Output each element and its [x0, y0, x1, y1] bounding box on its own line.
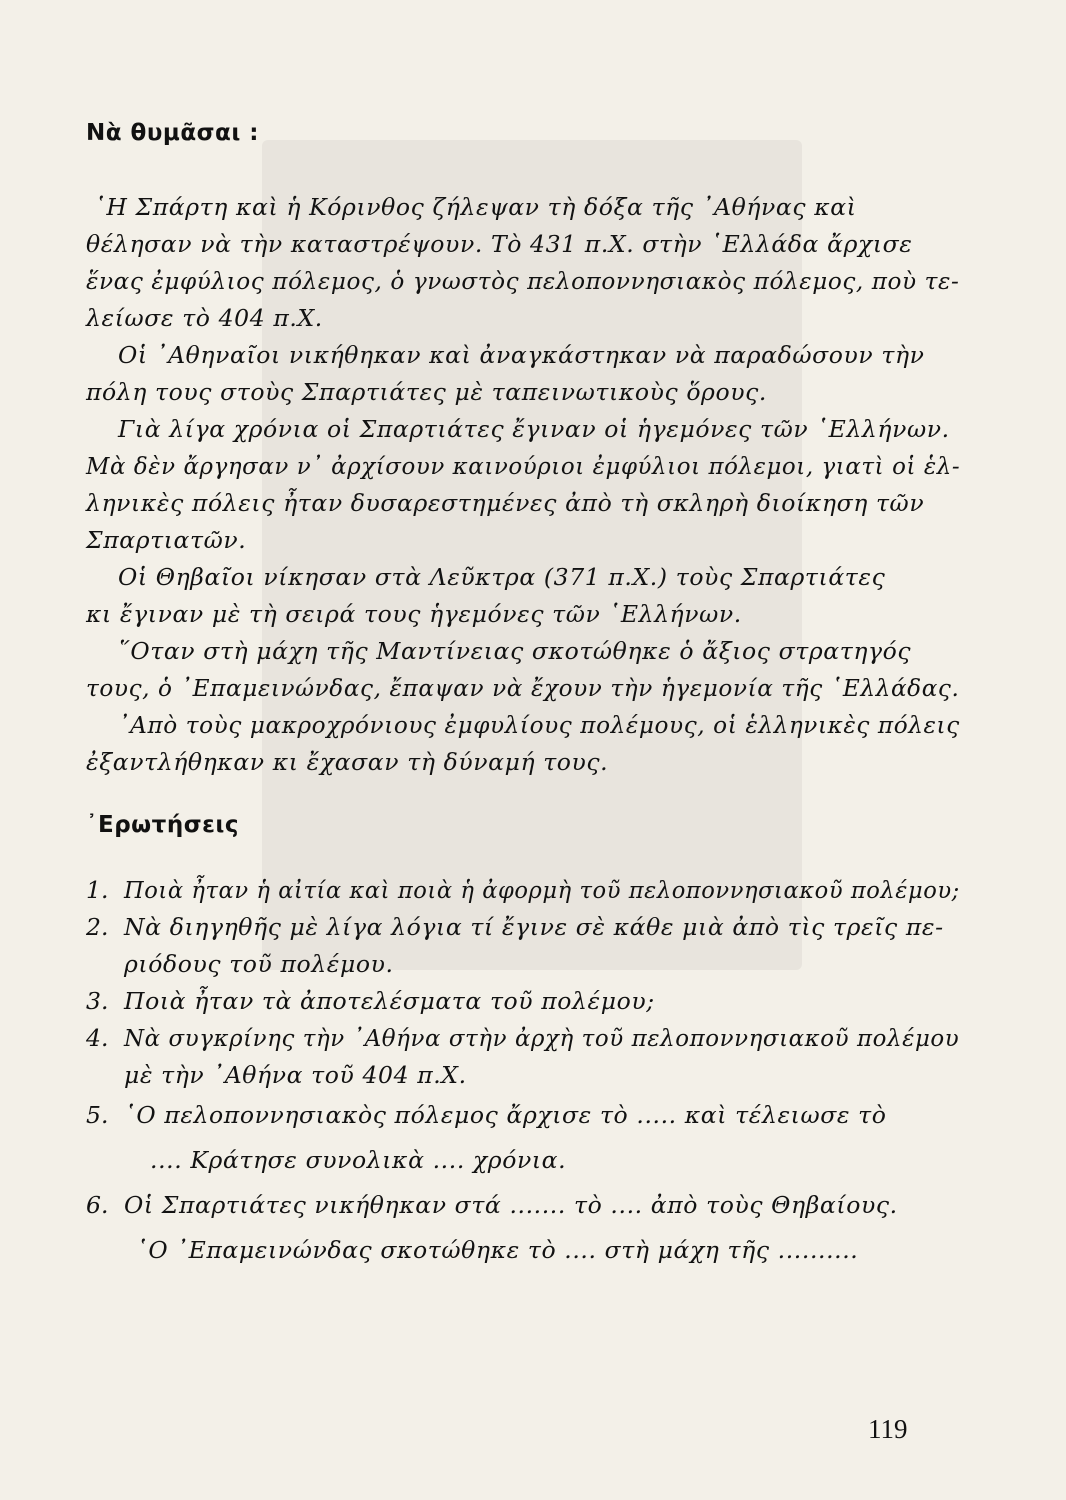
question-line: Οἱ Σπαρτιάτες νικήθηκαν στά ....... τὸ .... ἀπὸ τοὺς Θηβαίους. — [124, 1191, 898, 1219]
question-line: ριόδους τοῦ πολέμου. — [124, 950, 394, 978]
body-line: ᾿Απὸ τοὺς μακροχρόνιους ἐμφυλίους πολέμους, οἱ ἑλληνικὲς πόλεις — [118, 711, 960, 739]
question-line: Ποιὰ ἦταν τὰ ἀποτελέσματα τοῦ πολέμου; — [124, 987, 655, 1015]
body-line: ἕνας ἐμφύλιος πόλεμος, ὁ γνωστὸς πελοποννησιακὸς πόλεμος, ποὺ τε- — [86, 267, 960, 295]
body-line: Οἱ Θηβαῖοι νίκησαν στὰ Λεῦκτρα (371 π.Χ.) τοὺς Σπαρτιάτες — [118, 563, 886, 591]
question-line: ῾Ο πελοποννησιακὸς πόλεμος ἄρχισε τὸ ..... καὶ τέλειωσε τὸ — [124, 1101, 887, 1129]
question-number: 5. — [86, 1101, 109, 1129]
body-line: ῾Η Σπάρτη καὶ ἡ Κόρινθος ζήλεψαν τὴ δόξα τῆς ᾿Αθήνας καὶ — [94, 193, 857, 221]
body-line: Σπαρτιατῶν. — [86, 526, 247, 554]
body-line: πόλη τους στοὺς Σπαρτιάτες μὲ ταπεινωτικοὺς ὅρους. — [86, 378, 767, 406]
question-line: ῾Ο ᾿Επαμεινώνδας σκοτώθηκε τὸ .... στὴ μάχη τῆς .......... — [136, 1236, 859, 1264]
question-line: Νὰ συγκρίνης τὴν ᾿Αθήνα στὴν ἀρχὴ τοῦ πελοποννησιακοῦ πολέμου — [124, 1024, 960, 1052]
question-number: 3. — [86, 987, 109, 1015]
reverse-side-show-through — [262, 140, 802, 970]
body-line: ῞Οταν στὴ μάχη τῆς Μαντίνειας σκοτώθηκε ὁ ἄξιος στρατηγός — [118, 637, 912, 665]
question-line: Ποιὰ ἦταν ἡ αἰτία καὶ ποιὰ ἡ ἀφορμὴ τοῦ πελοποννησιακοῦ πολέμου; — [124, 876, 960, 904]
question-number: 4. — [86, 1024, 109, 1052]
section-heading-questions: ᾿Ερωτήσεις — [86, 812, 240, 838]
body-line: τους, ὁ ᾿Επαμεινώνδας, ἔπαψαν νὰ ἔχουν τὴν ἡγεμονία τῆς ῾Ελλάδας. — [86, 674, 960, 702]
body-line: κι ἔγιναν μὲ τὴ σειρά τους ἡγεμόνες τῶν ῾Ελλήνων. — [86, 600, 742, 628]
body-line: θέλησαν νὰ τὴν καταστρέψουν. Τὸ 431 π.Χ. στὴν ῾Ελλάδα ἄρχισε — [86, 230, 913, 258]
page-number: 119 — [868, 1414, 908, 1444]
question-line: Νὰ διηγηθῆς μὲ λίγα λόγια τί ἔγινε σὲ κάθε μιὰ ἀπὸ τὶς τρεῖς πε- — [124, 913, 944, 941]
section-heading-remember: Νὰ θυμᾶσαι : — [86, 120, 259, 146]
body-line: λείωσε τὸ 404 π.Χ. — [86, 304, 323, 332]
question-number: 1. — [86, 876, 109, 904]
question-number: 6. — [86, 1191, 109, 1219]
question-line: μὲ τὴν ᾿Αθήνα τοῦ 404 π.Χ. — [124, 1061, 467, 1089]
body-line: Οἱ ᾿Αθηναῖοι νικήθηκαν καὶ ἀναγκάστηκαν νὰ παραδώσουν τὴν — [118, 341, 925, 369]
body-line: Γιὰ λίγα χρόνια οἱ Σπαρτιάτες ἔγιναν οἱ ἡγεμόνες τῶν ῾Ελλήνων. — [118, 415, 950, 443]
question-line: .... Κράτησε συνολικὰ .... χρόνια. — [150, 1146, 567, 1174]
question-number: 2. — [86, 913, 109, 941]
body-line: ἐξαντλήθηκαν κι ἔχασαν τὴ δύναμή τους. — [86, 748, 609, 776]
body-line: Μὰ δὲν ἄργησαν ν᾿ ἀρχίσουν καινούριοι ἐμφύλιοι πόλεμοι, γιατὶ οἱ ἑλ- — [86, 452, 961, 480]
body-line: ληνικὲς πόλεις ἦταν δυσαρεστημένες ἀπὸ τὴ σκληρὴ διοίκηση τῶν — [86, 489, 925, 517]
